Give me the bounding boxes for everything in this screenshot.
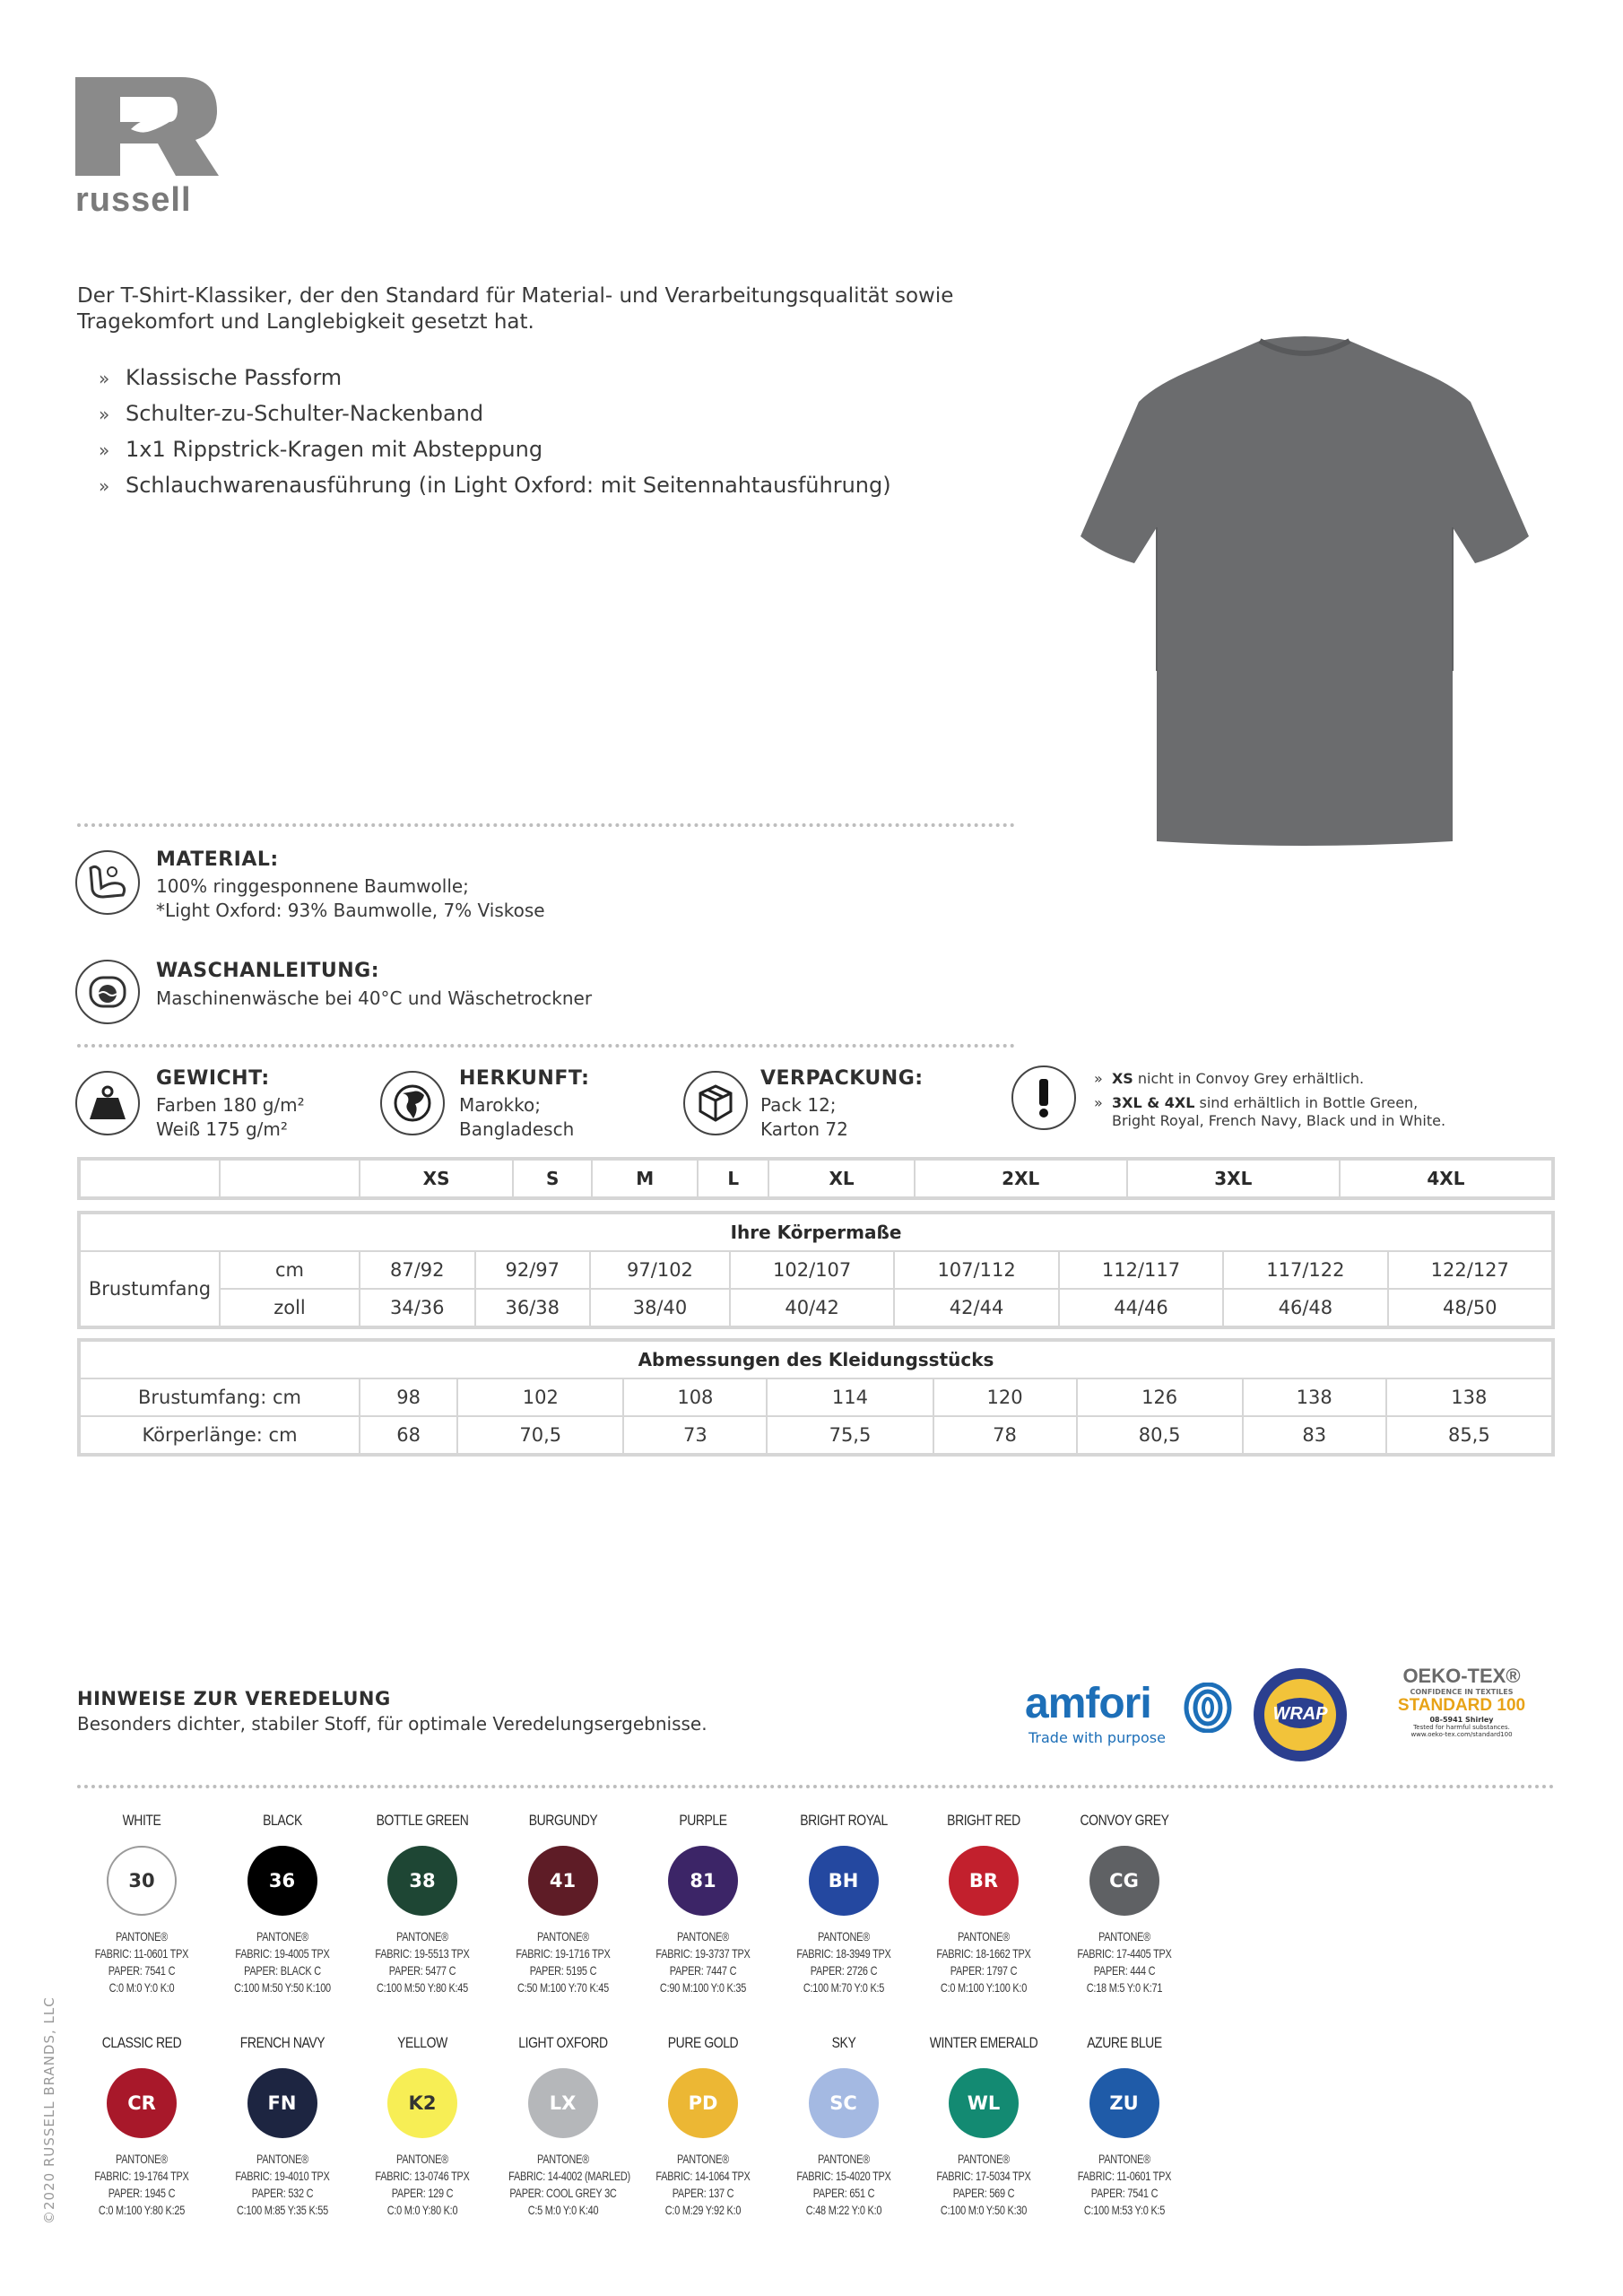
finishing-text: Besonders dichter, stabiler Stoff, für optimale Veredelungsergebnisse.	[77, 1713, 707, 1735]
product-image-tshirt	[1076, 330, 1533, 850]
pantone-cmyk: C:48 M:22 Y:0 K:0	[805, 2203, 881, 2217]
color-swatch	[213, 2034, 352, 2219]
pantone-label: PANTONE®	[256, 1929, 308, 1944]
color-circle: BH	[809, 1846, 879, 1916]
color-swatch	[352, 2034, 492, 2219]
color-circle: 30	[107, 1846, 177, 1916]
material-title: MATERIAL:	[156, 848, 279, 871]
pantone-fabric: FABRIC: 19-3737 TPX	[655, 1946, 751, 1961]
pantone-label: PANTONE®	[958, 1929, 1010, 1944]
box-icon	[683, 1071, 748, 1135]
pantone-label: PANTONE®	[817, 2152, 870, 2166]
color-swatch	[213, 1812, 352, 1996]
list-item: » Schlauchwarenausführung (in Light Oxford: mit Seitennahtausführung)	[99, 473, 891, 498]
pantone-cmyk: C:100 M:53 Y:0 K:5	[1083, 2203, 1165, 2217]
color-name: BLACK	[262, 1812, 302, 1829]
copyright: ©2020 RUSSELL BRANDS, LLC	[41, 1996, 57, 2224]
pantone-paper: PAPER: 137 C	[672, 2186, 734, 2200]
pantone-cmyk: C:5 M:0 Y:0 K:40	[527, 2203, 598, 2217]
weight-title: GEWICHT:	[156, 1067, 270, 1090]
weight-text: Farben 180 g/m² Weiß 175 g/m²	[156, 1094, 305, 1140]
pantone-cmyk: C:100 M:0 Y:50 K:30	[940, 2203, 1028, 2217]
alert-icon	[1011, 1065, 1076, 1130]
color-circle: PD	[668, 2068, 738, 2138]
table-row: Brustumfang cm 87/92 92/97 97/102 102/107 107/112 112/117 117/122 122/127	[80, 1251, 1552, 1289]
finishing-title: HINWEISE ZUR VEREDELUNG	[77, 1688, 391, 1709]
color-name: YELLOW	[397, 2034, 447, 2051]
pantone-label: PANTONE®	[116, 2152, 168, 2166]
pantone-fabric: FABRIC: 19-1716 TPX	[515, 1946, 611, 1961]
pantone-label: PANTONE®	[677, 1929, 729, 1944]
color-swatch	[633, 1812, 773, 1996]
pantone-paper: PAPER: 7541 C	[1090, 2186, 1158, 2200]
color-swatch	[1055, 2034, 1194, 2219]
color-swatch	[633, 2034, 773, 2219]
color-circle: SC	[809, 2068, 879, 2138]
washing-icon	[75, 960, 140, 1024]
availability-note-3xl: » 3XL & 4XL sind erhältlich in Bottle Green,	[1094, 1094, 1419, 1111]
pantone-fabric: FABRIC: 17-4405 TPX	[1076, 1946, 1172, 1961]
pantone-paper: PAPER: 7447 C	[669, 1963, 737, 1978]
color-circle: CG	[1089, 1846, 1159, 1916]
color-swatch	[1055, 1812, 1194, 1996]
pantone-fabric: FABRIC: 19-1764 TPX	[94, 2169, 189, 2183]
color-name: CLASSIC RED	[101, 2034, 182, 2051]
weight-icon	[75, 1071, 140, 1135]
color-name: BRIGHT ROYAL	[799, 1812, 888, 1829]
color-circle: LX	[528, 2068, 598, 2138]
color-name: WHITE	[122, 1812, 161, 1829]
washing-title: WASCHANLEITUNG:	[156, 960, 380, 982]
packaging-title: VERPACKUNG:	[760, 1067, 924, 1090]
color-name: BURGUNDY	[528, 1812, 597, 1829]
origin-text: Marokko; Bangladesch	[459, 1094, 575, 1140]
color-circle: 81	[668, 1846, 738, 1916]
color-name: FRENCH NAVY	[239, 2034, 325, 2051]
color-name: CONVOY GREY	[1079, 1812, 1169, 1829]
oeko-tex-logo: OEKO-TEX® CONFIDENCE IN TEXTILES STANDARD 100 08-5941 Shirley Tested for harmful substances. www.oeko-tex.com/standard100	[1397, 1665, 1526, 1738]
pantone-cmyk: C:100 M:50 Y:50 K:100	[233, 1980, 331, 1995]
pantone-paper: PAPER: 651 C	[812, 2186, 874, 2200]
pantone-fabric: FABRIC: 14-1064 TPX	[655, 2169, 751, 2183]
washing-text: Maschinenwäsche bei 40°C und Wäschetrockner	[156, 987, 593, 1009]
color-circle: 36	[247, 1846, 317, 1916]
color-circle: 38	[387, 1846, 457, 1916]
russell-logo	[75, 77, 228, 221]
brand-wordmark: russell	[75, 181, 192, 219]
pantone-fabric: FABRIC: 17-5034 TPX	[936, 2169, 1031, 2183]
pantone-fabric: FABRIC: 13-0746 TPX	[375, 2169, 470, 2183]
pantone-label: PANTONE®	[256, 2152, 308, 2166]
pantone-fabric: FABRIC: 15-4020 TPX	[795, 2169, 891, 2183]
pantone-fabric: FABRIC: 11-0601 TPX	[94, 1946, 189, 1961]
color-circle: BR	[949, 1846, 1019, 1916]
wrap-logo: WRAP	[1250, 1665, 1350, 1765]
product-description: Der T-Shirt-Klassiker, der den Standard für Material- und Verarbeitungsqualität sowie Tragekomfort und Langlebigkeit gesetzt hat.	[77, 284, 954, 334]
color-circle: WL	[949, 2068, 1019, 2138]
amfori-rings-icon	[1183, 1683, 1233, 1733]
russell-r-mark-icon	[75, 77, 219, 176]
list-item: » 1x1 Rippstrick-Kragen mit Absteppung	[99, 437, 543, 462]
pantone-label: PANTONE®	[958, 2152, 1010, 2166]
origin-title: HERKUNFT:	[459, 1067, 590, 1090]
color-name: BRIGHT RED	[947, 1812, 1020, 1829]
pantone-fabric: FABRIC: 19-4010 TPX	[234, 2169, 330, 2183]
pantone-paper: PAPER: COOL GREY 3C	[508, 2186, 617, 2200]
pantone-cmyk: C:0 M:100 Y:100 K:0	[940, 1980, 1028, 1995]
color-swatch	[774, 2034, 914, 2219]
divider	[77, 823, 1015, 827]
pantone-label: PANTONE®	[536, 1929, 589, 1944]
color-name: BOTTLE GREEN	[376, 1812, 469, 1829]
pantone-label: PANTONE®	[536, 2152, 589, 2166]
pantone-cmyk: C:0 M:0 Y:80 K:0	[386, 2203, 458, 2217]
divider	[77, 1785, 1555, 1788]
color-swatch	[914, 1812, 1054, 1996]
pantone-cmyk: C:90 M:100 Y:0 K:35	[659, 1980, 747, 1995]
body-measures-table	[77, 1211, 1555, 1329]
table-row: zoll 34/36 36/38 38/40 40/42 42/44 44/46 46/48 48/50	[80, 1289, 1552, 1326]
color-swatch	[72, 2034, 212, 2219]
table-row: Ihre Körpermaße	[80, 1213, 1552, 1251]
color-swatch	[914, 2034, 1054, 2219]
pantone-label: PANTONE®	[817, 1929, 870, 1944]
list-item: » Klassische Passform	[99, 365, 343, 390]
color-swatch	[72, 1812, 212, 1996]
color-name: WINTER EMERALD	[929, 2034, 1038, 2051]
color-name: AZURE BLUE	[1086, 2034, 1162, 2051]
pantone-fabric: FABRIC: 18-1662 TPX	[936, 1946, 1031, 1961]
pantone-fabric: FABRIC: 19-5513 TPX	[375, 1946, 470, 1961]
pantone-paper: PAPER: 5195 C	[529, 1963, 596, 1978]
pantone-cmyk: C:18 M:5 Y:0 K:71	[1086, 1980, 1162, 1995]
divider	[77, 1044, 1015, 1048]
table-row: Abmessungen des Kleidungsstücks	[80, 1341, 1552, 1378]
color-name: SKY	[831, 2034, 855, 2051]
color-name: PURPLE	[679, 1812, 727, 1829]
table-row: Brustumfang: cm 98 102 108 114 120 126 138 138	[80, 1378, 1552, 1416]
pantone-paper: PAPER: 7541 C	[108, 1963, 176, 1978]
pantone-paper: PAPER: 5477 C	[388, 1963, 456, 1978]
pantone-label: PANTONE®	[116, 1929, 168, 1944]
color-name: PURE GOLD	[667, 2034, 739, 2051]
pantone-cmyk: C:0 M:29 Y:92 K:0	[664, 2203, 742, 2217]
pantone-paper: PAPER: 1797 C	[950, 1963, 1018, 1978]
pantone-paper: PAPER: 129 C	[391, 2186, 454, 2200]
list-item: » Schulter-zu-Schulter-Nackenband	[99, 401, 484, 426]
globe-icon	[380, 1071, 445, 1135]
pantone-paper: PAPER: BLACK C	[243, 1963, 321, 1978]
pantone-fabric: FABRIC: 18-3949 TPX	[795, 1946, 891, 1961]
pantone-cmyk: C:0 M:100 Y:80 K:25	[98, 2203, 186, 2217]
color-circle: CR	[107, 2068, 177, 2138]
color-swatch	[493, 2034, 633, 2219]
color-name: LIGHT OXFORD	[517, 2034, 608, 2051]
availability-note-3xl-line2: Bright Royal, French Navy, Black und in White.	[1112, 1112, 1446, 1129]
pantone-cmyk: C:0 M:0 Y:0 K:0	[108, 1980, 175, 1995]
size-header-table	[77, 1157, 1555, 1200]
pantone-fabric: FABRIC: 19-4005 TPX	[234, 1946, 330, 1961]
pantone-cmyk: C:50 M:100 Y:70 K:45	[516, 1980, 609, 1995]
color-circle: FN	[247, 2068, 317, 2138]
color-circle: ZU	[1089, 2068, 1159, 2138]
pantone-paper: PAPER: 2726 C	[810, 1963, 877, 1978]
pantone-fabric: FABRIC: 11-0601 TPX	[1077, 2169, 1171, 2183]
pantone-label: PANTONE®	[396, 1929, 448, 1944]
pantone-paper: PAPER: 444 C	[1093, 1963, 1155, 1978]
color-circle: 41	[528, 1846, 598, 1916]
pantone-paper: PAPER: 1945 C	[108, 2186, 176, 2200]
pantone-cmyk: C:100 M:85 Y:35 K:55	[236, 2203, 328, 2217]
color-circle: K2	[387, 2068, 457, 2138]
feature-list	[99, 361, 891, 504]
pantone-fabric: FABRIC: 14-4002 (MARLED)	[508, 2169, 630, 2183]
pantone-paper: PAPER: 569 C	[952, 2186, 1015, 2200]
pantone-label: PANTONE®	[677, 2152, 729, 2166]
pantone-paper: PAPER: 532 C	[251, 2186, 313, 2200]
pantone-label: PANTONE®	[1098, 1929, 1150, 1944]
packaging-text: Pack 12; Karton 72	[760, 1094, 848, 1140]
color-swatch	[352, 1812, 492, 1996]
pantone-label: PANTONE®	[1098, 2152, 1150, 2166]
amfori-logo: amfori Trade with purpose	[1025, 1679, 1240, 1747]
pantone-cmyk: C:100 M:50 Y:80 K:45	[377, 1980, 468, 1995]
pantone-cmyk: C:100 M:70 Y:0 K:5	[803, 1980, 884, 1995]
garment-measures-table	[77, 1338, 1555, 1457]
pantone-label: PANTONE®	[396, 2152, 448, 2166]
table-row: XS S M L XL 2XL 3XL 4XL	[80, 1160, 1552, 1197]
availability-note-xs: » XS nicht in Convoy Grey erhältlich.	[1094, 1070, 1365, 1087]
table-row: Körperlänge: cm 68 70,5 73 75,5 78 80,5 83 85,5	[80, 1416, 1552, 1454]
color-swatch	[774, 1812, 914, 1996]
material-icon	[75, 850, 140, 915]
material-text: 100% ringgesponnene Baumwolle; *Light Oxford: 93% Baumwolle, 7% Viskose	[156, 875, 545, 921]
color-swatch	[493, 1812, 633, 1996]
